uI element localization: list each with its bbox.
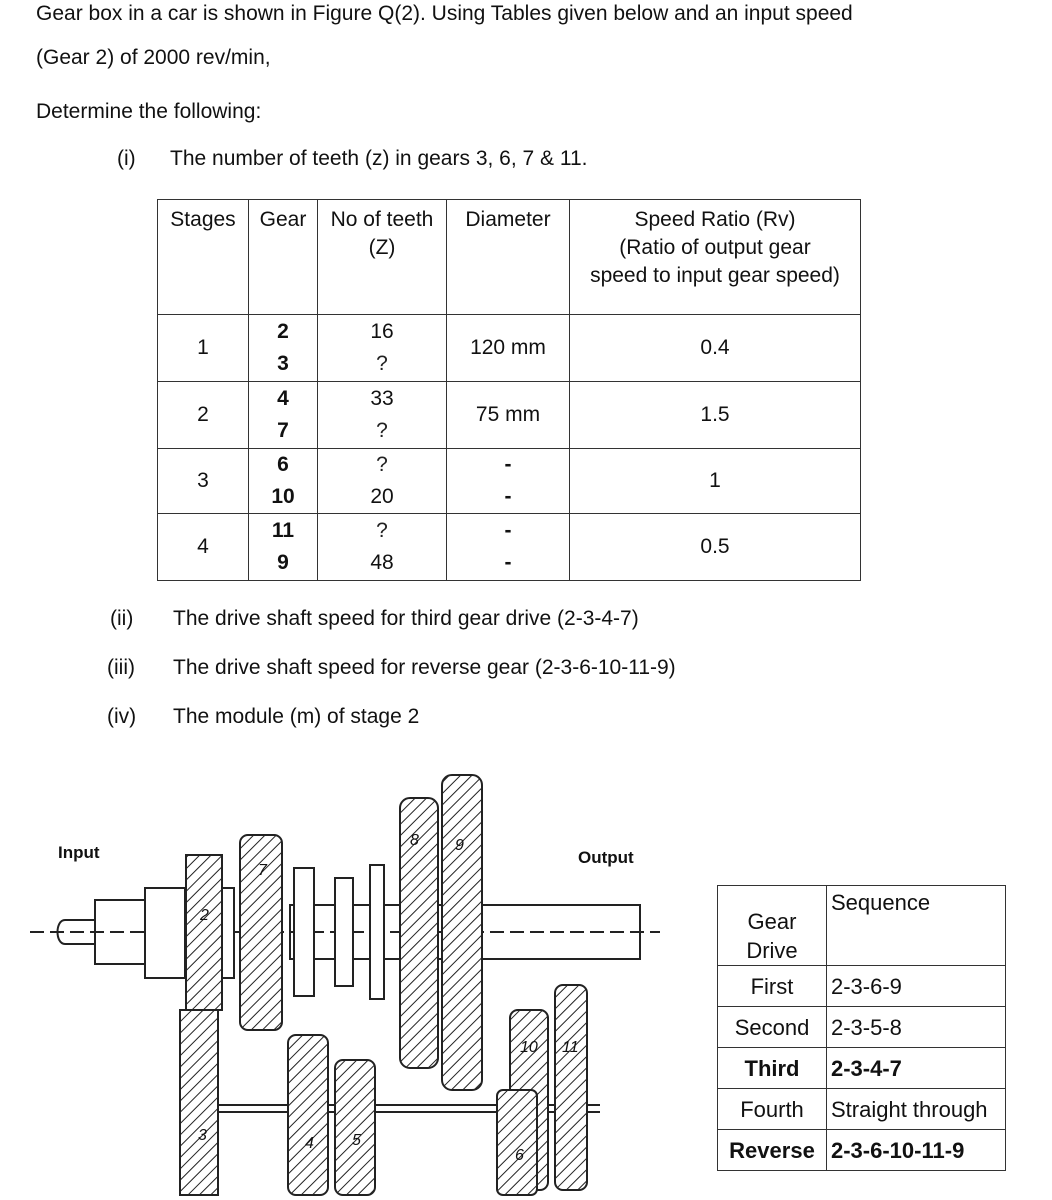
diameter-cell: - - xyxy=(447,449,570,514)
gear-11 xyxy=(555,985,587,1190)
ratio-line-3: speed to input gear speed) xyxy=(590,264,840,287)
stage-cell: 2 xyxy=(158,382,249,449)
stages-table xyxy=(157,199,861,581)
gear-5 xyxy=(335,1060,375,1195)
gear-label-5: 5 xyxy=(352,1132,361,1149)
teeth-cell: ? 48 xyxy=(318,514,447,581)
stage-cell: 1 xyxy=(158,315,249,382)
header-speed-ratio xyxy=(570,200,861,315)
gear-label-9: 9 xyxy=(455,837,464,854)
table-row xyxy=(718,1007,1006,1048)
gear-label-2: 2 xyxy=(200,907,209,924)
table-row xyxy=(158,382,861,449)
stage-cell: 4 xyxy=(158,514,249,581)
question-1-text: The number of teeth (z) in gears 3, 6, 7 & 11. xyxy=(170,147,588,170)
table-row xyxy=(158,315,861,382)
gear-cell: 2 3 xyxy=(249,315,318,382)
ratio-cell: 1 xyxy=(570,449,861,514)
sequence-table xyxy=(717,885,1006,1171)
intro-line-2: (Gear 2) of 2000 rev/min, xyxy=(36,46,271,69)
collar xyxy=(145,888,185,978)
question-3-text: The drive shaft speed for reverse gear (2-3-6-10-11-9) xyxy=(173,656,676,679)
table-row xyxy=(718,966,1006,1007)
gear-cell: 11 9 xyxy=(249,514,318,581)
stage-cell: 3 xyxy=(158,449,249,514)
drive-cell: Third xyxy=(718,1048,827,1089)
output-label: Output xyxy=(578,848,634,867)
gear-label-3: 3 xyxy=(198,1127,207,1144)
sequence-cell: 2-3-4-7 xyxy=(827,1048,1006,1089)
collar xyxy=(294,868,314,996)
gear-cell: 6 10 xyxy=(249,449,318,514)
header-sequence: Sequence xyxy=(827,886,1006,966)
header-teeth: No of teeth (Z) xyxy=(318,200,447,315)
diameter-cell: - - xyxy=(447,514,570,581)
gear-label-11: 11 xyxy=(562,1039,579,1056)
gear-9 xyxy=(442,775,482,1090)
header-diameter: Diameter xyxy=(447,200,570,315)
ratio-cell: 0.4 xyxy=(570,315,861,382)
diameter-cell: 120 mm xyxy=(447,315,570,382)
table-row xyxy=(718,1130,1006,1171)
determine-heading: Determine the following: xyxy=(36,100,262,123)
teeth-cell: 16 ? xyxy=(318,315,447,382)
table-row xyxy=(158,449,861,514)
question-1-number: (i) xyxy=(117,147,136,170)
header-gear: Gear xyxy=(249,200,318,315)
input-label: Input xyxy=(58,843,100,862)
gear-4 xyxy=(288,1035,328,1195)
gear-label-7: 7 xyxy=(258,862,267,879)
table-row xyxy=(718,1048,1006,1089)
table-row xyxy=(158,514,861,581)
question-2-text: The drive shaft speed for third gear drive (2-3-4-7) xyxy=(173,607,639,630)
gear-2 xyxy=(186,855,222,1010)
question-3-number: (iii) xyxy=(107,656,135,679)
gear-label-10: 10 xyxy=(520,1039,538,1056)
gear-label-8: 8 xyxy=(410,832,419,849)
gear-label-4: 4 xyxy=(305,1135,314,1152)
header-gear-drive: Gear Drive xyxy=(718,886,827,966)
teeth-cell: ? 20 xyxy=(318,449,447,514)
teeth-cell: 33 ? xyxy=(318,382,447,449)
ratio-cell: 0.5 xyxy=(570,514,861,581)
collar xyxy=(370,865,384,999)
table-row xyxy=(718,1089,1006,1130)
drive-cell: Second xyxy=(718,1007,827,1048)
drive-cell: Fourth xyxy=(718,1089,827,1130)
intro-line-1: Gear box in a car is shown in Figure Q(2). Using Tables given below and an input speed xyxy=(36,2,853,25)
gear-6 xyxy=(497,1090,537,1195)
gear-8 xyxy=(400,798,438,1068)
sequence-cell: 2-3-6-10-11-9 xyxy=(827,1130,1006,1171)
gearbox-diagram xyxy=(0,760,700,1200)
ratio-line-2: (Ratio of output gear xyxy=(619,236,811,259)
diameter-cell: 75 mm xyxy=(447,382,570,449)
ratio-line-1: Speed Ratio (Rv) xyxy=(634,208,796,231)
gear-3 xyxy=(180,1010,218,1195)
sequence-cell: Straight through xyxy=(827,1089,1006,1130)
gear-2-hub xyxy=(222,888,234,978)
drive-cell: Reverse xyxy=(718,1130,827,1171)
drive-cell: First xyxy=(718,966,827,1007)
sequence-cell: 2-3-6-9 xyxy=(827,966,1006,1007)
collar xyxy=(335,878,353,986)
question-4-number: (iv) xyxy=(107,705,137,728)
gear-label-6: 6 xyxy=(515,1147,524,1164)
question-4-text: The module (m) of stage 2 xyxy=(173,705,420,728)
header-stages: Stages xyxy=(158,200,249,315)
question-2-number: (ii) xyxy=(110,607,134,630)
sequence-cell: 2-3-5-8 xyxy=(827,1007,1006,1048)
gear-cell: 4 7 xyxy=(249,382,318,449)
ratio-cell: 1.5 xyxy=(570,382,861,449)
